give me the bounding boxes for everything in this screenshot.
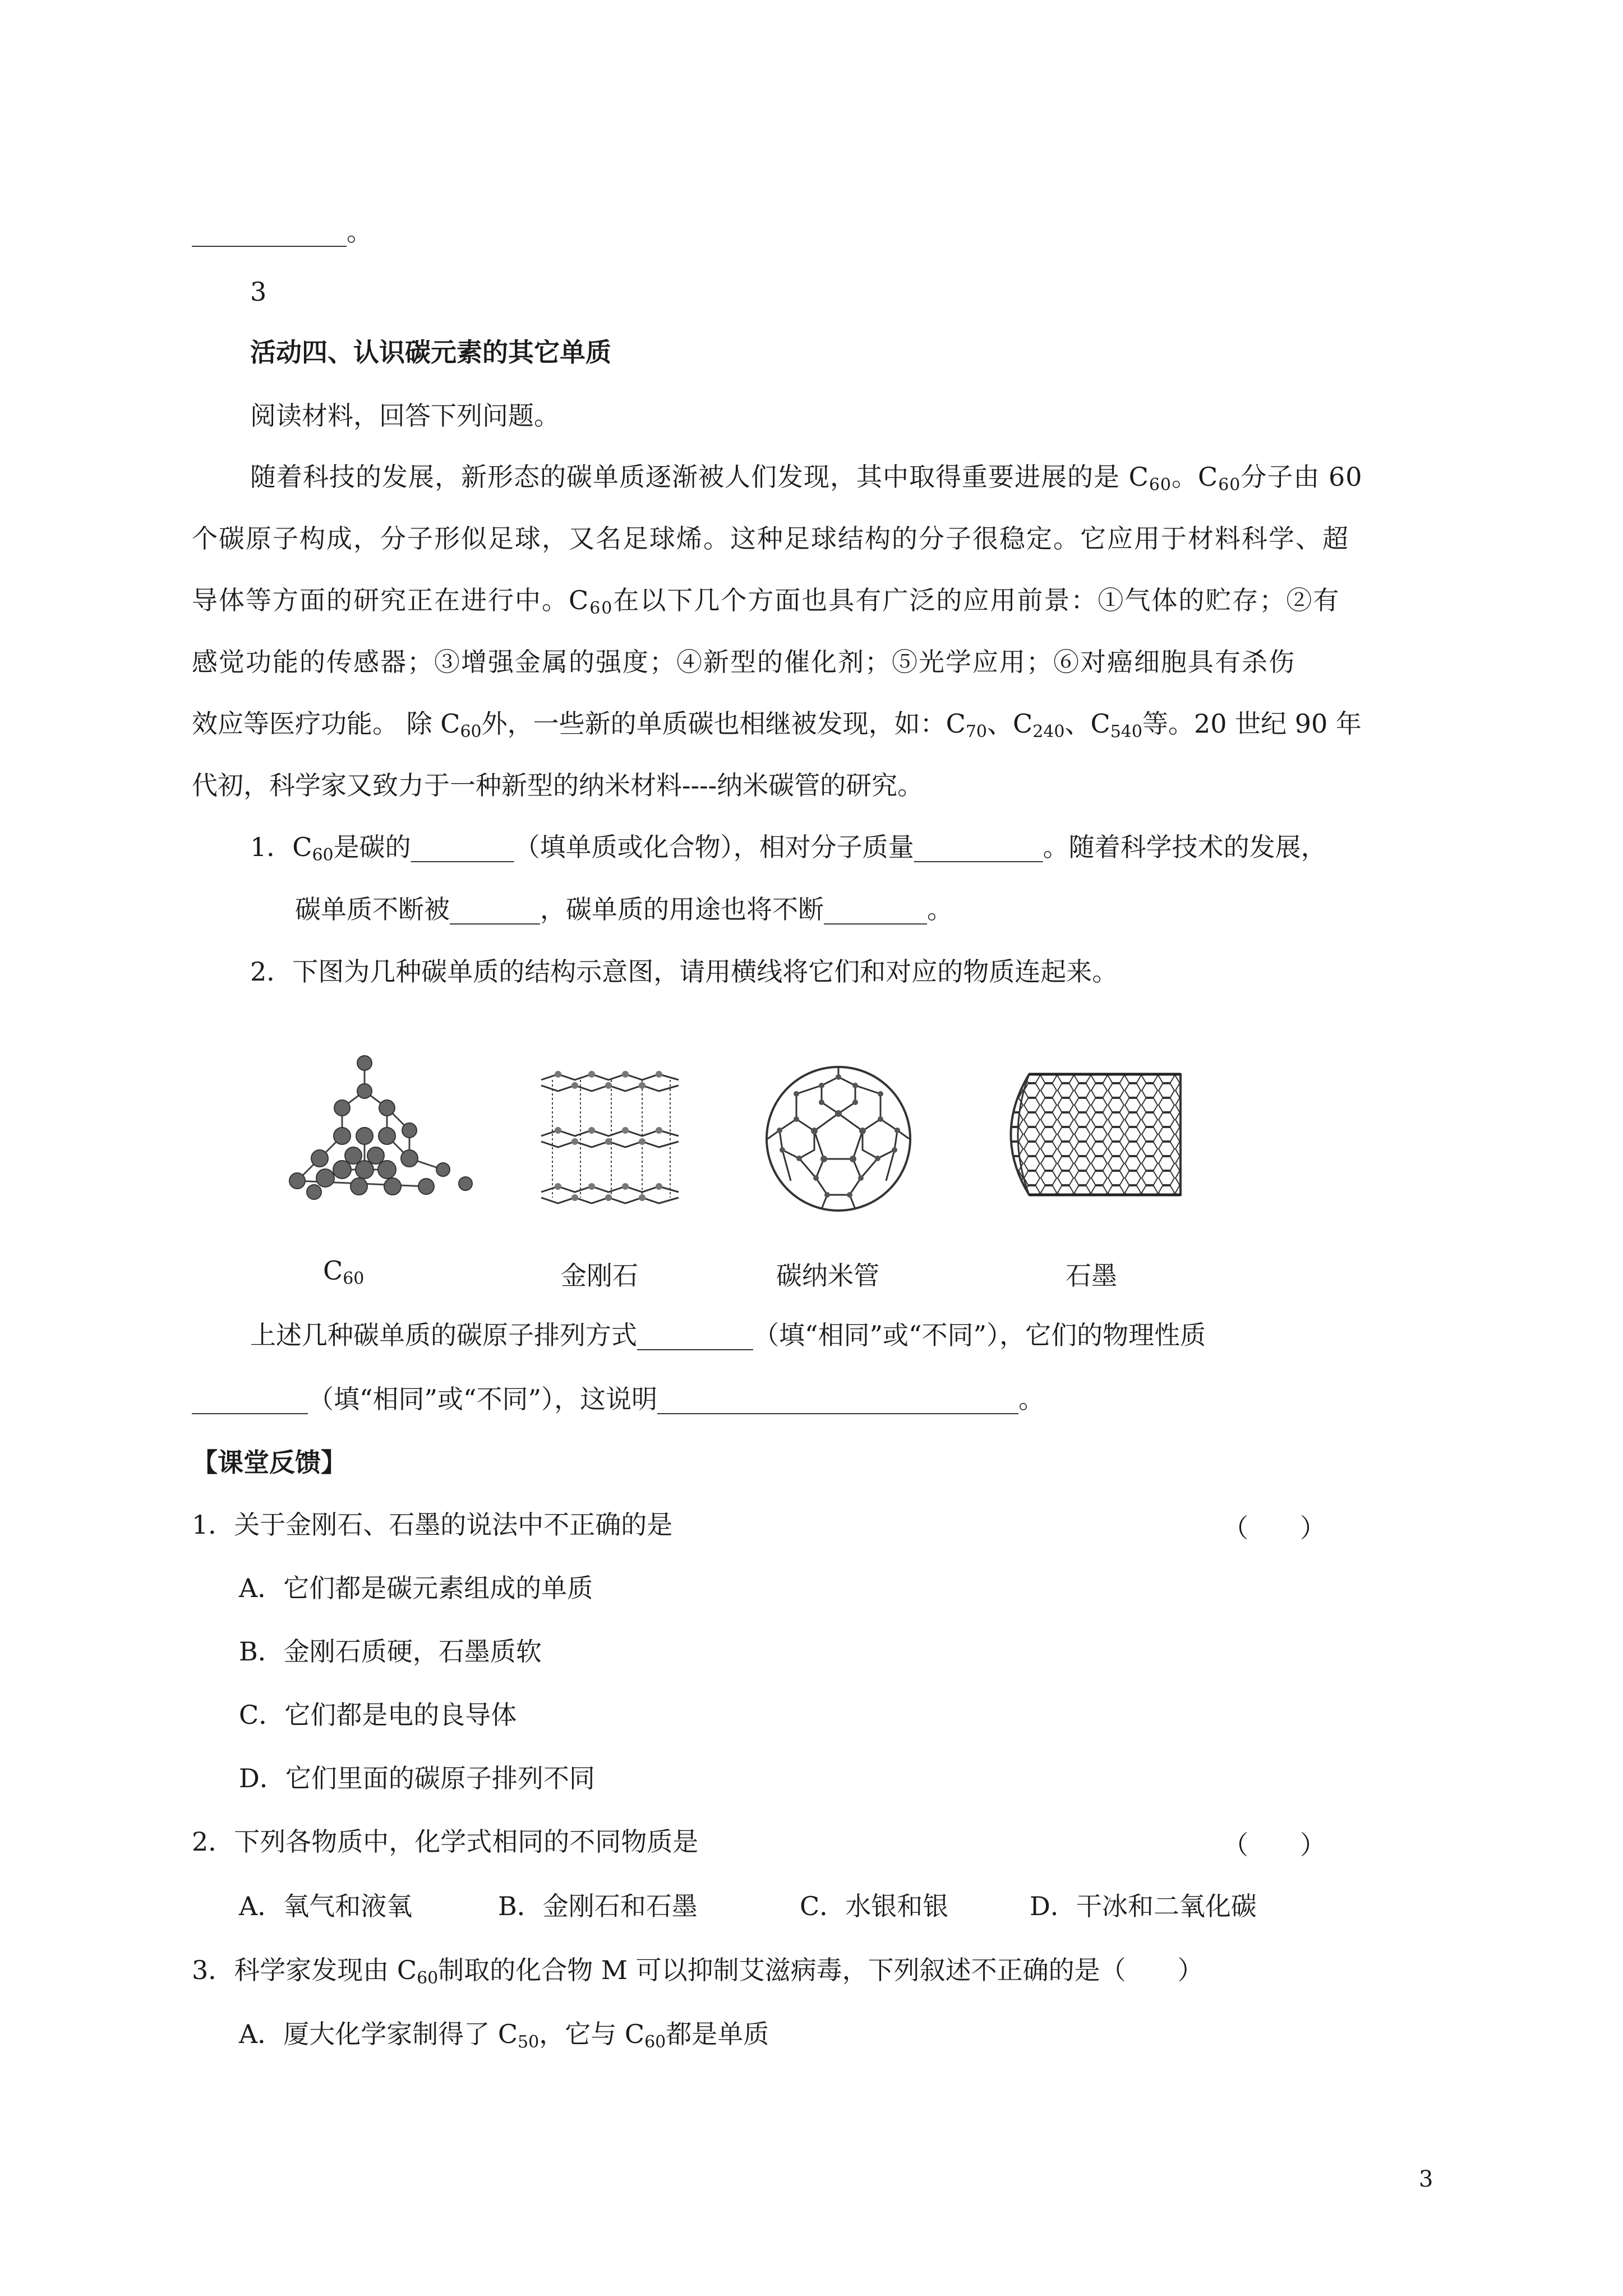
text-run: 分子由 60	[1241, 462, 1363, 492]
question-2: 2．下图为几种碳单质的结构示意图，请用横线将它们和对应的物质连起来。	[250, 956, 1118, 987]
subscript: 240	[1032, 722, 1065, 742]
text-run: 制取的化合物 M 可以抑制艾滋病毒，下列叙述不正确的是（ ）	[438, 1955, 1204, 1985]
caption-c60-letter: C	[323, 1255, 343, 1286]
subscript: 60	[460, 722, 482, 742]
text-run: 、C	[987, 708, 1033, 739]
caption-c60	[323, 1255, 365, 1289]
subscript: 60	[343, 1269, 365, 1289]
feedback-q1-answer-paren: （ ）	[1223, 1513, 1326, 1543]
structure-figure-4	[990, 1069, 1192, 1203]
reading-paragraph-line-4: 感觉功能的传感器；③增强金属的强度；④新型的催化剂；⑤光学应用；⑥对癌细胞具有杀伤	[192, 647, 1295, 677]
feedback-q3-stem	[192, 1953, 1204, 1987]
answer-blank-line: ____________。	[192, 217, 372, 247]
activity-title: 活动四、认识碳元素的其它单质	[250, 337, 611, 367]
structure-figure-3	[760, 1060, 917, 1217]
feedback-q1-option-a: A．它们都是碳元素组成的单质	[239, 1573, 593, 1603]
text-run: 外，一些新的单质碳也相继被发现，如：C	[481, 708, 966, 739]
reading-paragraph-line-6: 代初，科学家又致力于一种新型的纳米材料----纳米碳管的研究。	[192, 770, 924, 800]
follow-up-line-1: 上述几种碳单质的碳原子排列方式_________（填“相同”或“不同”），它们的物理性质	[250, 1320, 1206, 1350]
feedback-q1-option-d: D．它们里面的碳原子排列不同	[239, 1763, 595, 1793]
subscript: 60	[312, 845, 334, 865]
text-run: 1．C	[250, 832, 312, 862]
subscript: 50	[518, 2032, 540, 2052]
feedback-title: 【课堂反馈】	[192, 1447, 347, 1478]
text-run: 效应等医疗功能。 除 C	[192, 708, 460, 739]
structure-figure-2	[536, 1063, 687, 1214]
feedback-q2-option-d: D．干冰和二氧化碳	[1030, 1891, 1257, 1921]
reading-paragraph-line-2: 个碳原子构成，分子形似足球，又名足球烯。这种足球结构的分子很稳定。它应用于材料科学、超	[192, 523, 1349, 554]
structure-figure-1	[280, 1052, 482, 1209]
page-number: 3	[1419, 2166, 1433, 2192]
caption-graphite: 石墨	[1066, 1260, 1117, 1291]
subscript: 60	[589, 599, 614, 618]
caption-diamond: 金刚石	[561, 1260, 638, 1291]
text-run: 、C	[1064, 708, 1110, 739]
feedback-q2-option-a: A．氧气和液氧	[239, 1891, 413, 1921]
reading-paragraph-line-1	[250, 460, 1363, 494]
text-run: 3．科学家发现由 C	[192, 1955, 417, 1985]
stray-number: 3	[250, 277, 267, 307]
reading-paragraph-line-5	[192, 707, 1362, 740]
text-run: 等。20 世纪 90 年	[1142, 708, 1362, 739]
feedback-q2-stem: 2．下列各物质中，化学式相同的不同物质是	[192, 1826, 699, 1857]
follow-up-line-2: _________（填“相同”或“不同”），这说明____________________________。	[192, 1384, 1045, 1414]
question-1-line-1	[250, 830, 1327, 864]
instruction-text: 阅读材料，回答下列问题。	[250, 401, 560, 431]
reading-paragraph-line-3	[192, 583, 1340, 617]
subscript: 60	[417, 1968, 439, 1988]
feedback-q2-answer-paren: （ ）	[1223, 1830, 1326, 1860]
subscript: 540	[1110, 722, 1142, 742]
caption-nanotube: 碳纳米管	[776, 1260, 879, 1291]
feedback-q2-option-b: B．金刚石和石墨	[498, 1891, 698, 1921]
text-run: 在以下几个方面也具有广泛的应用前景：①气体的贮存；②有	[613, 585, 1340, 615]
text-run: 都是单质	[666, 2019, 769, 2049]
text-run: A．厦大化学家制得了 C	[239, 2019, 518, 2049]
subscript: 60	[644, 2032, 666, 2052]
feedback-q2-option-c: C．水银和银	[800, 1891, 949, 1921]
question-1-line-2: 碳单质不断被_______，碳单质的用途也将不断________。	[295, 894, 953, 924]
text-run: ，它与 C	[539, 2019, 645, 2049]
feedback-q3-option-a	[239, 2017, 769, 2051]
text-run: 。C	[1172, 462, 1219, 492]
subscript: 70	[965, 722, 988, 742]
feedback-q1-option-c: C．它们都是电的良导体	[239, 1700, 517, 1730]
subscript: 60	[1149, 475, 1172, 495]
text-run: 随着科技的发展，新形态的碳单质逐渐被人们发现，其中取得重要进展的是 C	[250, 462, 1149, 492]
subscript: 60	[1218, 475, 1241, 495]
text-run: 导体等方面的研究正在进行中。C	[192, 585, 590, 615]
text-run: 是碳的________（填单质或化合物），相对分子质量__________。随着科学技术的发展，	[333, 832, 1327, 862]
feedback-q1-stem: 1．关于金刚石、石墨的说法中不正确的是	[192, 1510, 673, 1540]
feedback-q1-option-b: B．金刚石质硬，石墨质软	[239, 1636, 542, 1667]
